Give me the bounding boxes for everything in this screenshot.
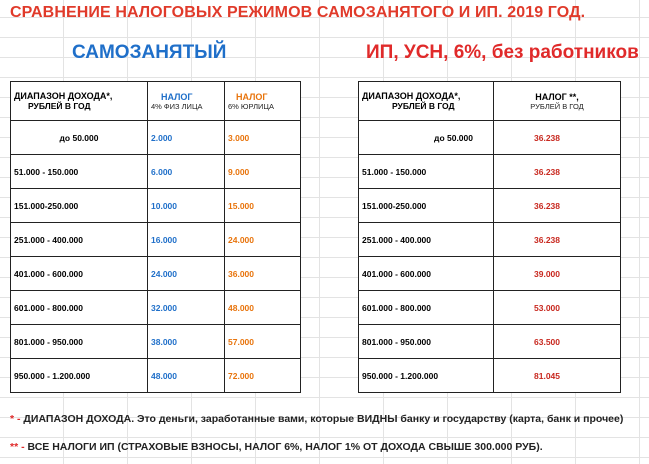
tax-cell: 36.238	[494, 121, 621, 155]
tax4-cell: 16.000	[148, 223, 225, 257]
range-cell: до 50.000	[11, 121, 148, 155]
page-title: СРАВНЕНИЕ НАЛОГОВЫХ РЕЖИМОВ САМОЗАНЯТОГО И ИП. 2019 ГОД.	[10, 4, 586, 21]
table-row	[359, 325, 621, 359]
ip-table	[358, 81, 621, 393]
range-cell: 801.000 - 950.000	[11, 325, 148, 359]
table-header-row	[359, 82, 621, 121]
tax4-cell: 48.000	[148, 359, 225, 393]
table-row	[11, 291, 301, 325]
tax-cell: 53.000	[494, 291, 621, 325]
tax4-cell: 24.000	[148, 257, 225, 291]
header-income-range	[11, 82, 148, 121]
tax4-cell: 10.000	[148, 189, 225, 223]
range-cell: 251.000 - 400.000	[359, 223, 494, 257]
table-row	[359, 359, 621, 393]
header-tax4-line2: 4% ФИЗ ЛИЦА	[151, 101, 203, 111]
range-cell: 51.000 - 150.000	[359, 155, 494, 189]
header-tax6-line2: 6% ЮРЛИЦА	[228, 101, 274, 111]
table-row	[11, 155, 301, 189]
tax-cell: 36.238	[494, 155, 621, 189]
range-cell: 401.000 - 600.000	[359, 257, 494, 291]
range-cell: 151.000-250.000	[359, 189, 494, 223]
table-row	[359, 155, 621, 189]
tax-cell: 39.000	[494, 257, 621, 291]
tax6-cell: 15.000	[225, 189, 301, 223]
range-cell: до 50.000	[359, 121, 494, 155]
tax4-cell: 6.000	[148, 155, 225, 189]
header-tax	[494, 82, 621, 121]
tax6-cell: 48.000	[225, 291, 301, 325]
header-range-line1: ДИАПАЗОН ДОХОДА*,	[362, 91, 461, 101]
footnote-ip-taxes	[10, 441, 543, 453]
table-row	[11, 325, 301, 359]
table-row	[11, 359, 301, 393]
table-row	[11, 189, 301, 223]
header-tax-line2: РУБЛЕЙ В ГОД	[530, 101, 584, 111]
header-range-line1: ДИАПАЗОН ДОХОДА*,	[14, 91, 113, 101]
range-cell: 151.000-250.000	[11, 189, 148, 223]
tax4-cell: 2.000	[148, 121, 225, 155]
range-cell: 601.000 - 800.000	[359, 291, 494, 325]
tax-cell: 63.500	[494, 325, 621, 359]
header-range-line2: РУБЛЕЙ В ГОД	[392, 101, 455, 111]
range-cell: 51.000 - 150.000	[11, 155, 148, 189]
header-range-line2: РУБЛЕЙ В ГОД	[28, 101, 91, 111]
tax6-cell: 57.000	[225, 325, 301, 359]
header-tax6-line1: НАЛОГ	[236, 91, 268, 102]
tax-cell: 36.238	[494, 223, 621, 257]
tax4-cell: 32.000	[148, 291, 225, 325]
header-tax4-line1: НАЛОГ	[161, 91, 193, 102]
footnote-mark-2: ** -	[10, 441, 25, 453]
range-cell: 950.000 - 1.200.000	[359, 359, 494, 393]
range-cell: 950.000 - 1.200.000	[11, 359, 148, 393]
tax6-cell: 9.000	[225, 155, 301, 189]
footnote-text-2: ВСЕ НАЛОГИ ИП (СТРАХОВЫЕ ВЗНОСЫ, НАЛОГ 6%, НАЛОГ 1% ОТ ДОХОДА СВЫШЕ 300.000 РУБ).	[27, 441, 543, 453]
table-row	[359, 223, 621, 257]
tax6-cell: 24.000	[225, 223, 301, 257]
table-row	[11, 223, 301, 257]
tax4-cell: 38.000	[148, 325, 225, 359]
ip-heading: ИП, УСН, 6%, без работников	[366, 42, 639, 63]
range-cell: 601.000 - 800.000	[11, 291, 148, 325]
self-employed-table	[10, 81, 301, 393]
table-header-row	[11, 82, 301, 121]
header-tax-6	[225, 82, 301, 121]
tax6-cell: 72.000	[225, 359, 301, 393]
table-row	[359, 257, 621, 291]
table-row	[11, 257, 301, 291]
table-row	[359, 189, 621, 223]
table-row	[11, 121, 301, 155]
header-tax-line1: НАЛОГ **,	[535, 91, 579, 102]
range-cell: 251.000 - 400.000	[11, 223, 148, 257]
tax-cell: 36.238	[494, 189, 621, 223]
tax-cell: 81.045	[494, 359, 621, 393]
range-cell: 401.000 - 600.000	[11, 257, 148, 291]
footnote-mark-1: * -	[10, 413, 21, 425]
tax6-cell: 36.000	[225, 257, 301, 291]
header-tax-4	[148, 82, 225, 121]
footnote-text-1: ДИАПАЗОН ДОХОДА. Это деньги, заработанные вами, которые ВИДНЫ банку и государству (карта, банк и прочее)	[23, 413, 624, 425]
tax6-cell: 3.000	[225, 121, 301, 155]
self-employed-heading: САМОЗАНЯТЫЙ	[72, 42, 227, 63]
header-income-range	[359, 82, 494, 121]
table-row	[359, 121, 621, 155]
table-row	[359, 291, 621, 325]
range-cell: 801.000 - 950.000	[359, 325, 494, 359]
footnote-income-range	[10, 413, 623, 425]
